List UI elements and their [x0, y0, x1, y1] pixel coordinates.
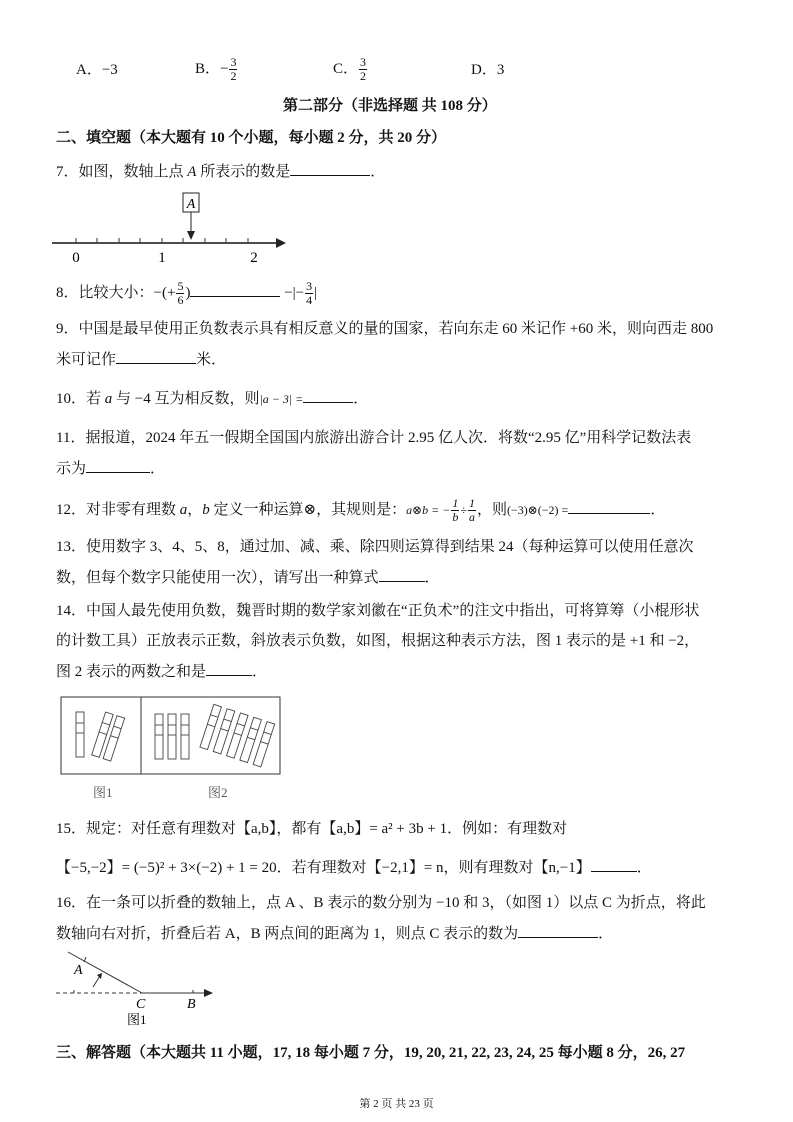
- text: ．: [650, 501, 666, 518]
- numerator: 1: [468, 496, 475, 510]
- text: ，: [187, 501, 203, 518]
- text: 8．比较大小：: [56, 284, 154, 301]
- numerator: 5: [177, 279, 184, 293]
- point-label: C: [136, 997, 146, 1012]
- var: b: [202, 501, 210, 518]
- expr: |a − 3| =: [259, 392, 304, 406]
- page-footer: 第 2 页 共 23 页: [359, 1098, 434, 1110]
- figure-label: 图2: [208, 785, 228, 800]
- part-title: 第二部分（非选择题 共 108 分）: [283, 98, 497, 114]
- denominator: a: [468, 510, 475, 524]
- expr: a⊗b = −: [406, 502, 451, 517]
- option-sign: −: [220, 60, 229, 77]
- section-heading: 三、解答题（本大题共 11 小题，17, 18 每小题 7 分，19, 20, 21, 22, 23, 24, 25 每小题 8 分，26, 27: [56, 1045, 686, 1061]
- text: 所表示的数是: [196, 164, 291, 180]
- text: ．: [424, 570, 440, 586]
- text: ．: [370, 164, 386, 180]
- denominator: b: [452, 510, 459, 524]
- text: ．: [598, 926, 614, 942]
- fold-arrow: [93, 976, 100, 987]
- section-heading: 二、填空题（本大题有 10 个小题，每小题 2 分，共 20 分）: [56, 130, 447, 146]
- expr: (−3)⊗(−2) =: [506, 502, 569, 517]
- option-label: C．: [333, 60, 359, 77]
- question-9-line1: 9．中国是最早使用正负数表示具有相反意义的量的国家，若向东走 60 米记作 +60 米，则向西走 800: [56, 321, 714, 337]
- numerator: 1: [452, 496, 459, 510]
- denominator: 4: [306, 293, 313, 307]
- text: 10．若: [56, 391, 105, 407]
- text: 12．对非零有理数: [56, 501, 180, 518]
- numerator: 3: [230, 55, 237, 69]
- point-label: B: [187, 997, 196, 1012]
- var: a: [179, 501, 188, 518]
- axis-arrow: [204, 989, 213, 997]
- denominator: 2: [230, 69, 237, 83]
- text: ，则: [476, 501, 507, 518]
- var: A: [187, 164, 197, 180]
- expr: ): [185, 284, 191, 301]
- expr: −|−: [284, 284, 305, 301]
- figure-label: 图1: [93, 785, 113, 800]
- var: a: [104, 391, 113, 407]
- text: 示为: [56, 461, 87, 477]
- option-value: 3: [496, 62, 505, 78]
- tick-label: 0: [72, 250, 80, 266]
- text: 7．如图，数轴上点: [56, 164, 188, 180]
- option-label: B．: [195, 60, 221, 77]
- text: 数轴向右对折，折叠后若 A，B 两点间的距离为 1，则点 C 表示的数为: [56, 926, 519, 942]
- option-label: A．: [76, 62, 102, 78]
- text: ．: [252, 664, 268, 680]
- text: 米．: [196, 352, 227, 368]
- figure-label: 图1: [127, 1012, 147, 1027]
- denominator: 2: [360, 69, 367, 83]
- text: 数，但每个数字只能使用一次），请写出一种算式: [56, 570, 379, 586]
- question-13-line1: 13．使用数字 3、4、5、8，通过加、减、乘、除四则运算得到结果 24（每种运算可以使用任意次: [56, 539, 694, 555]
- tick-label: 2: [250, 250, 258, 266]
- option-value: −3: [101, 62, 118, 78]
- text: ．: [353, 391, 369, 407]
- text: 图 2 表示的两数之和是: [56, 664, 207, 680]
- tick-label: 1: [158, 250, 166, 266]
- expr: ÷: [460, 502, 467, 517]
- expr: |: [314, 284, 318, 301]
- numerator: 3: [306, 279, 313, 293]
- question-11-line1: 11．据报道，2024 年五一假期全国国内旅游出游合计 2.95 亿人次．将数“2.95 亿”用科学记数法表: [56, 430, 692, 446]
- question-15-line1: 15．规定：对任意有理数对【a,b】，都有【a,b】= a² + 3b + 1．例如：有理数对: [56, 821, 568, 837]
- numerator: 3: [360, 55, 367, 69]
- expr: −(+: [153, 284, 176, 301]
- text: 【−5,−2】= (−5)² + 3×(−2) + 1 = 20．若有理数对【−2,1】= n，则有理数对【n,−1】: [56, 860, 591, 876]
- point-label: A: [74, 963, 83, 978]
- question-14-line1: 14．中国人最先使用负数，魏晋时期的数学家刘徽在“正负术”的注文中指出，可将算筹（小棍形状: [56, 603, 700, 619]
- text: ．: [636, 860, 652, 876]
- text: ．: [150, 461, 166, 477]
- point-label: A: [186, 197, 196, 212]
- option-label: D．: [471, 62, 497, 78]
- denominator: 6: [177, 293, 184, 307]
- text: 米可记作: [56, 352, 117, 368]
- text: 与 −4 互为相反数，则: [112, 391, 260, 407]
- question-14-line2: 的计数工具）正放表示正数，斜放表示负数，如图，根据这种表示方法，图 1 表示的是 +1 和 −2，: [56, 633, 700, 649]
- text: 定义一种运算⊗，其规则是：: [209, 501, 407, 518]
- question-16-line1: 16．在一条可以折叠的数轴上，点 A 、B 表示的数分别为 −10 和 3，（如图 1）以点 C 为折点，将此: [56, 895, 706, 911]
